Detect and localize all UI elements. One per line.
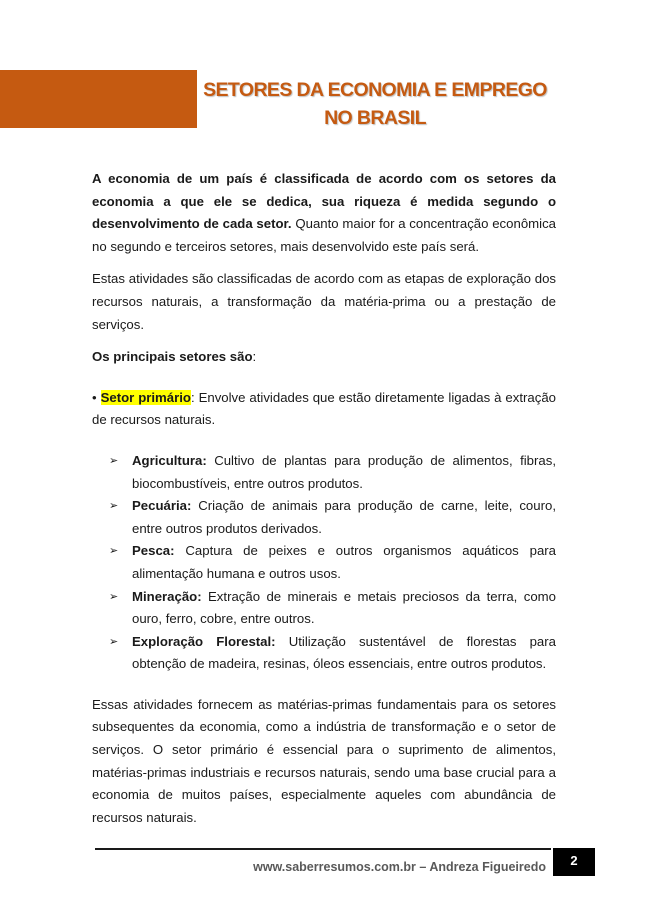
activity-description: Utilização sustentável de florestas para obtenção de madeira, resinas, óleos essenciais, entre outros produtos. — [132, 633, 556, 672]
classification-paragraph: Estas atividades são classificadas de acordo com as etapas de exploração dos recursos naturais, a transformação da matéria-prima ou a prestação de serviços. — [92, 271, 556, 332]
intro-normal-text: Quanto maior for a concentração econômica no segundo e terceiros setores, mais desenvolvido este país será. — [92, 216, 556, 254]
arrow-bullet-icon: ➢ — [109, 500, 119, 513]
primary-sector-label: Setor primário — [100, 389, 191, 405]
activity-description: Criação de animais para produção de carne, leite, couro, entre outros produtos derivados. — [132, 498, 556, 536]
page-title — [200, 76, 550, 132]
activity-description: Captura de peixes e outros organismos aquáticos para alimentação humana e outros usos. — [132, 543, 556, 581]
activity-list — [92, 450, 556, 676]
list-item — [109, 495, 556, 540]
primary-sector-paragraph — [92, 387, 556, 432]
primary-sector-text: : Envolve atividades que estão diretamente ligadas à extração de recursos naturais. — [92, 389, 556, 428]
bullet-icon: • — [92, 389, 97, 405]
list-item — [109, 586, 556, 631]
principal-sectors-colon: : — [252, 349, 257, 365]
activity-term: Agricultura: — [132, 452, 207, 468]
page-title-line-1: SETORES DA ECONOMIA E EMPREGO — [203, 79, 547, 101]
footer-website-author: www.saberresumos.com.br – Andreza Figueiredo — [253, 860, 546, 874]
footer-divider — [95, 848, 551, 850]
list-item — [109, 450, 556, 495]
list-item — [109, 631, 556, 676]
arrow-bullet-icon: ➢ — [109, 454, 119, 467]
activity-term: Pesca: — [132, 543, 175, 559]
activity-description: Cultivo de plantas para produção de alimentos, fibras, biocombustíveis, entre outros produtos. — [132, 452, 556, 491]
page-number: 2 — [553, 848, 595, 876]
intro-paragraph — [92, 168, 556, 258]
arrow-bullet-icon: ➢ — [109, 590, 119, 603]
activity-term: Pecuária: — [132, 498, 192, 514]
activity-term: Mineração: — [132, 588, 202, 604]
intro-bold-text: A economia de um país é classificada de acordo com os setores da economia a que ele se dedica, sua riqueza é medida segundo o desenvolvimento de cada setor. — [92, 171, 556, 232]
activity-term: Exploração Florestal: — [132, 633, 276, 649]
list-item — [109, 540, 556, 585]
arrow-bullet-icon: ➢ — [109, 635, 119, 648]
header-accent-bar — [0, 70, 197, 128]
activity-description: Extração de minerais e metais preciosos da terra, como ouro, ferro, cobre, entre outros. — [132, 588, 556, 627]
principal-sectors-heading — [92, 346, 556, 369]
page-title-line-2: NO BRASIL — [324, 107, 426, 129]
principal-sectors-label: Os principais setores são — [92, 349, 253, 365]
arrow-bullet-icon: ➢ — [109, 545, 119, 558]
document-body — [92, 168, 556, 829]
closing-paragraph: Essas atividades fornecem as matérias-primas fundamentais para os setores subsequentes da economia, como a indústria de transformação e o setor de serviços. O setor primário é essencial para o suprimento de alimentos, matérias-primas industriais e recursos naturais, sendo uma base crucial para a economia de muitos países, especialmente aqueles com abundância de recursos naturais. — [92, 696, 556, 825]
